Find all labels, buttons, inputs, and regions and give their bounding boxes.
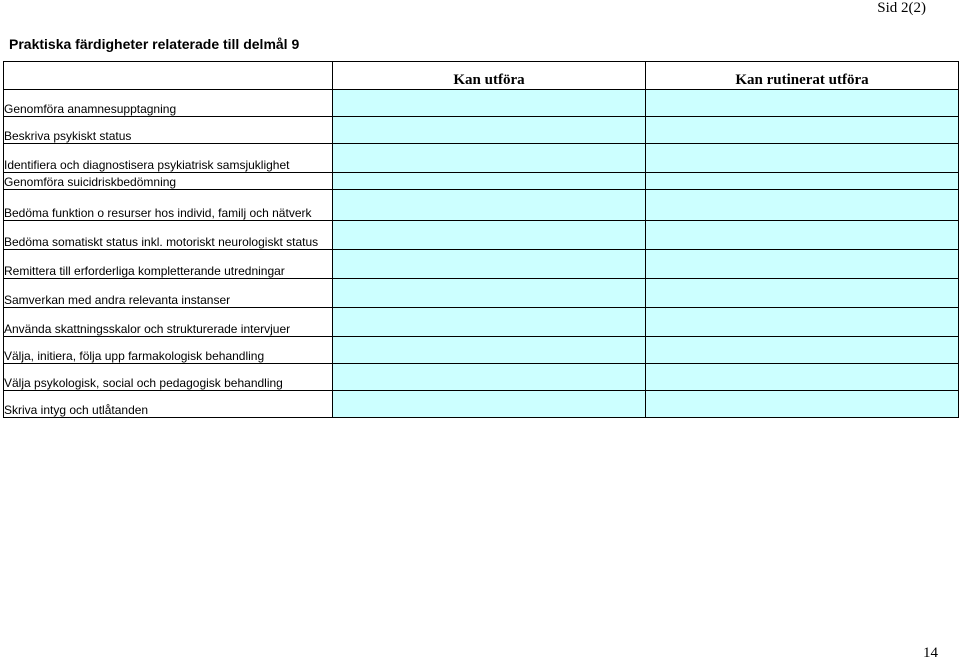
page-label: Sid 2(2) [877, 0, 926, 16]
column-header-kan-utfora: Kan utföra [333, 62, 646, 90]
table-row [4, 221, 959, 250]
table-row [4, 364, 959, 391]
kan-rutinerat-utfora-cell[interactable] [646, 173, 959, 190]
kan-utfora-cell[interactable] [333, 337, 646, 364]
table-row [4, 279, 959, 308]
table-row [4, 173, 959, 190]
kan-utfora-cell[interactable] [333, 117, 646, 144]
kan-utfora-cell[interactable] [333, 144, 646, 173]
skill-label: Bedöma funktion o resurser hos individ, familj och nätverk [4, 190, 333, 221]
skill-label: Genomföra suicidriskbedömning [4, 173, 333, 190]
kan-rutinerat-utfora-cell[interactable] [646, 337, 959, 364]
kan-utfora-cell[interactable] [333, 90, 646, 117]
kan-utfora-cell[interactable] [333, 391, 646, 418]
kan-utfora-cell[interactable] [333, 364, 646, 391]
skill-label: Skriva intyg och utlåtanden [4, 391, 333, 418]
table-corner-cell [4, 62, 333, 90]
kan-utfora-cell[interactable] [333, 250, 646, 279]
skill-label: Genomföra anamnesupptagning [4, 90, 333, 117]
table-row [4, 144, 959, 173]
table-row [4, 190, 959, 221]
column-header-kan-rutinerat-utfora: Kan rutinerat utföra [646, 62, 959, 90]
kan-utfora-cell[interactable] [333, 221, 646, 250]
kan-rutinerat-utfora-cell[interactable] [646, 250, 959, 279]
page-title: Praktiska färdigheter relaterade till delmål 9 [9, 36, 300, 52]
kan-rutinerat-utfora-cell[interactable] [646, 364, 959, 391]
skills-table [3, 61, 959, 418]
table-row [4, 90, 959, 117]
skill-label: Välja, initiera, följa upp farmakologisk behandling [4, 337, 333, 364]
kan-rutinerat-utfora-cell[interactable] [646, 90, 959, 117]
kan-utfora-cell[interactable] [333, 190, 646, 221]
table-row [4, 308, 959, 337]
kan-rutinerat-utfora-cell[interactable] [646, 308, 959, 337]
skill-label: Remittera till erforderliga kompletterande utredningar [4, 250, 333, 279]
table-row [4, 117, 959, 144]
skill-label: Beskriva psykiskt status [4, 117, 333, 144]
skill-label: Bedöma somatiskt status inkl. motoriskt neurologiskt status [4, 221, 333, 250]
kan-utfora-cell[interactable] [333, 279, 646, 308]
kan-rutinerat-utfora-cell[interactable] [646, 144, 959, 173]
page-number: 14 [923, 645, 938, 661]
kan-rutinerat-utfora-cell[interactable] [646, 221, 959, 250]
skill-label: Använda skattningsskalor och strukturerade intervjuer [4, 308, 333, 337]
table-row [4, 391, 959, 418]
skill-label: Samverkan med andra relevanta instanser [4, 279, 333, 308]
kan-utfora-cell[interactable] [333, 173, 646, 190]
kan-rutinerat-utfora-cell[interactable] [646, 190, 959, 221]
kan-rutinerat-utfora-cell[interactable] [646, 391, 959, 418]
skill-label: Identifiera och diagnostisera psykiatrisk samsjuklighet [4, 144, 333, 173]
table-row [4, 250, 959, 279]
kan-utfora-cell[interactable] [333, 308, 646, 337]
table-header-row [4, 62, 959, 90]
kan-rutinerat-utfora-cell[interactable] [646, 117, 959, 144]
kan-rutinerat-utfora-cell[interactable] [646, 279, 959, 308]
skill-label: Välja psykologisk, social och pedagogisk behandling [4, 364, 333, 391]
table-row [4, 337, 959, 364]
